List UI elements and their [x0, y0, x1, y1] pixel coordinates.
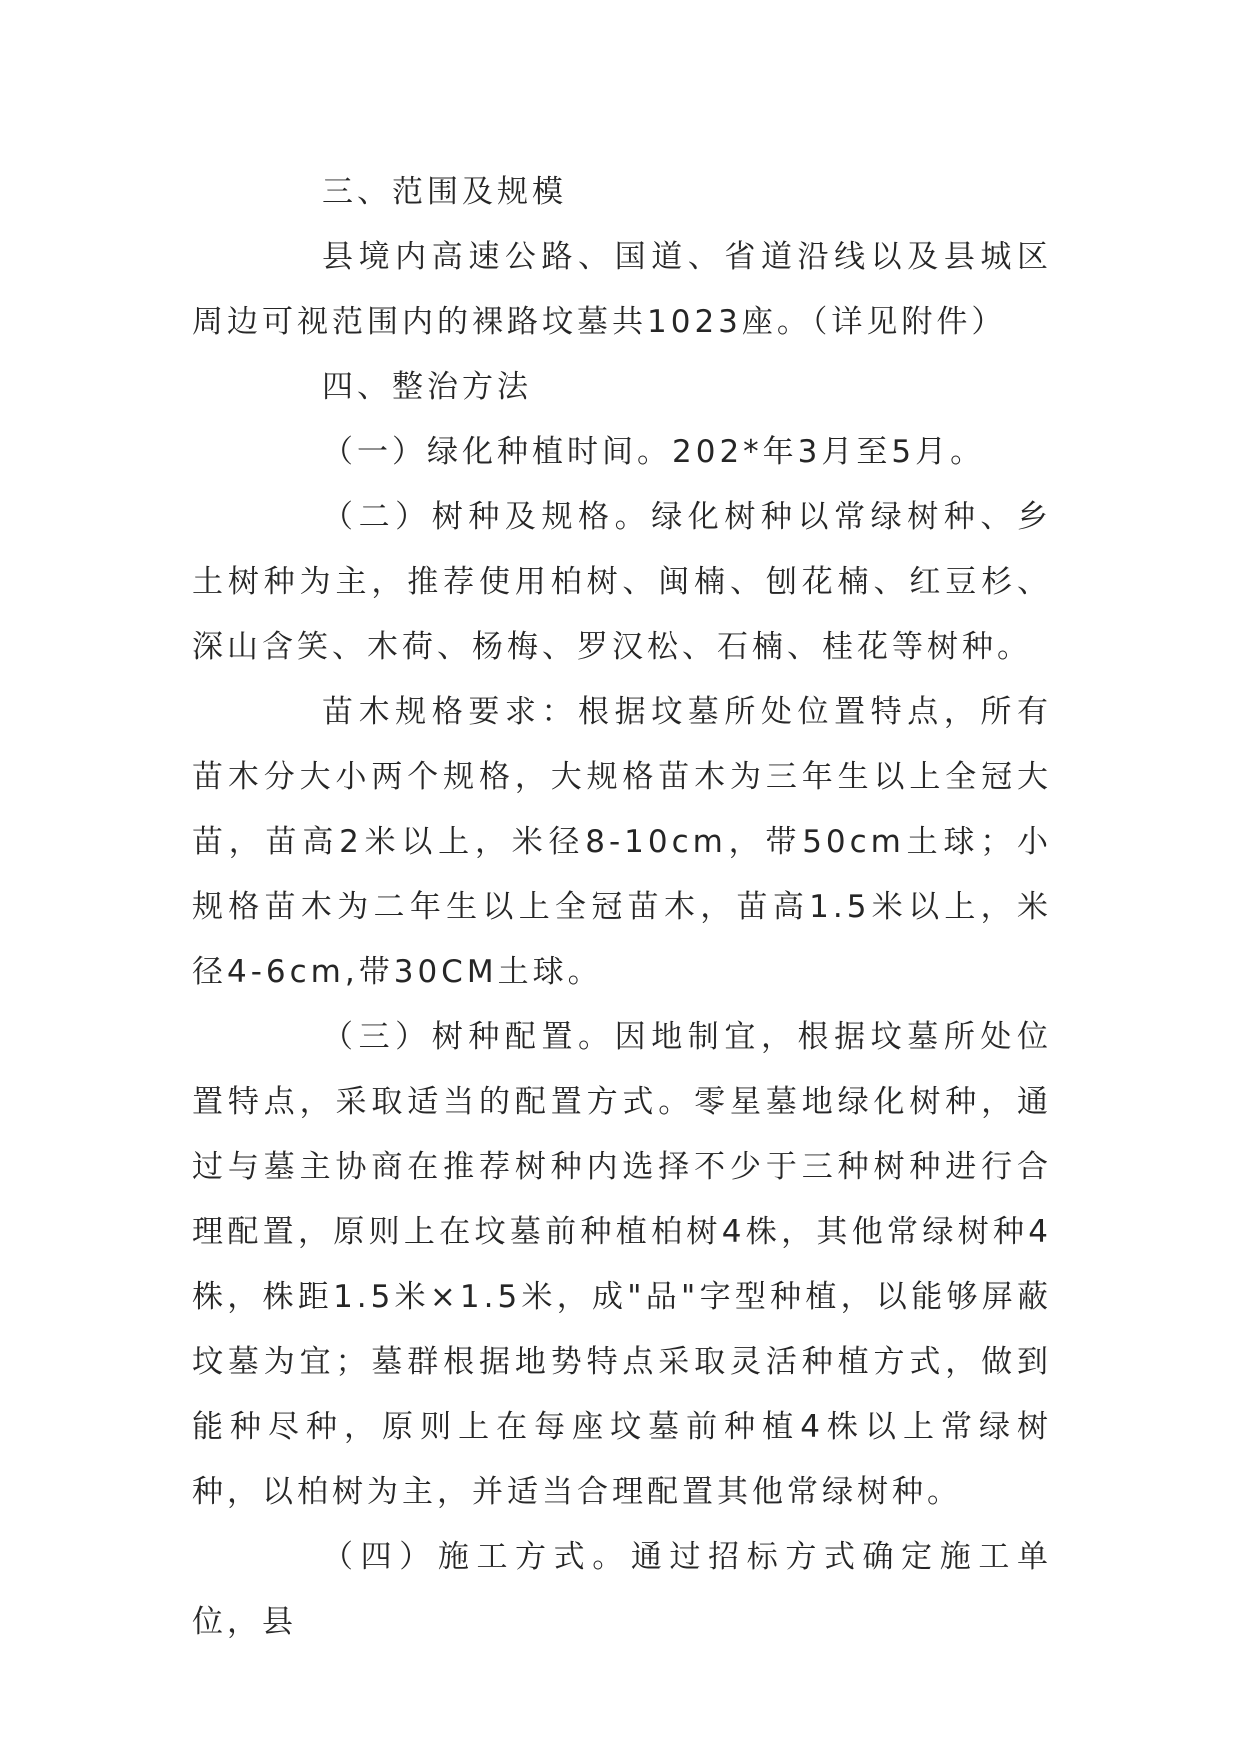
paragraph-seedling-spec: 苗木规格要求：根据坟墓所处位置特点，所有苗木分大小两个规格，大规格苗木为三年生以上全冠大苗，苗高2米以上，米径8-10cm，带50cm土球；小规格苗木为二年生以上全冠苗木，苗高1.5米以上，米径4-6cm,带30CM土球。: [192, 694, 1052, 990]
section-heading-methods: 四、整治方法: [322, 369, 532, 405]
document-body: [192, 160, 1052, 1655]
paragraph-tree-species: （二）树种及规格。绿化树种以常绿树种、乡土树种为主，推荐使用柏树、闽楠、刨花楠、红豆杉、深山含笑、木荷、杨梅、罗汉松、石楠、桂花等树种。: [192, 499, 1052, 665]
section-heading-scope: 三、范围及规模: [322, 174, 567, 210]
paragraph-scope: 县境内高速公路、国道、省道沿线以及县城区周边可视范围内的裸路坟墓共1023座。（详见附件）: [192, 239, 1052, 340]
paragraph-construction-method: （四）施工方式。通过招标方式确定施工单位，县: [192, 1539, 1052, 1640]
paragraph-planting-time: （一）绿化种植时间。202*年3月至5月。: [322, 434, 986, 470]
paragraph-species-configuration: （三）树种配置。因地制宜，根据坟墓所处位置特点，采取适当的配置方式。零星墓地绿化树种，通过与墓主协商在推荐树种内选择不少于三种树种进行合理配置，原则上在坟墓前种植柏树4株，其他常绿树种4株，株距1.5米×1.5米，成"品"字型种植，以能够屏蔽坟墓为宜；墓群根据地势特点采取灵活种植方式，做到能种尽种，原则上在每座坟墓前种植4株以上常绿树种，以柏树为主，并适当合理配置其他常绿树种。: [192, 1019, 1052, 1510]
